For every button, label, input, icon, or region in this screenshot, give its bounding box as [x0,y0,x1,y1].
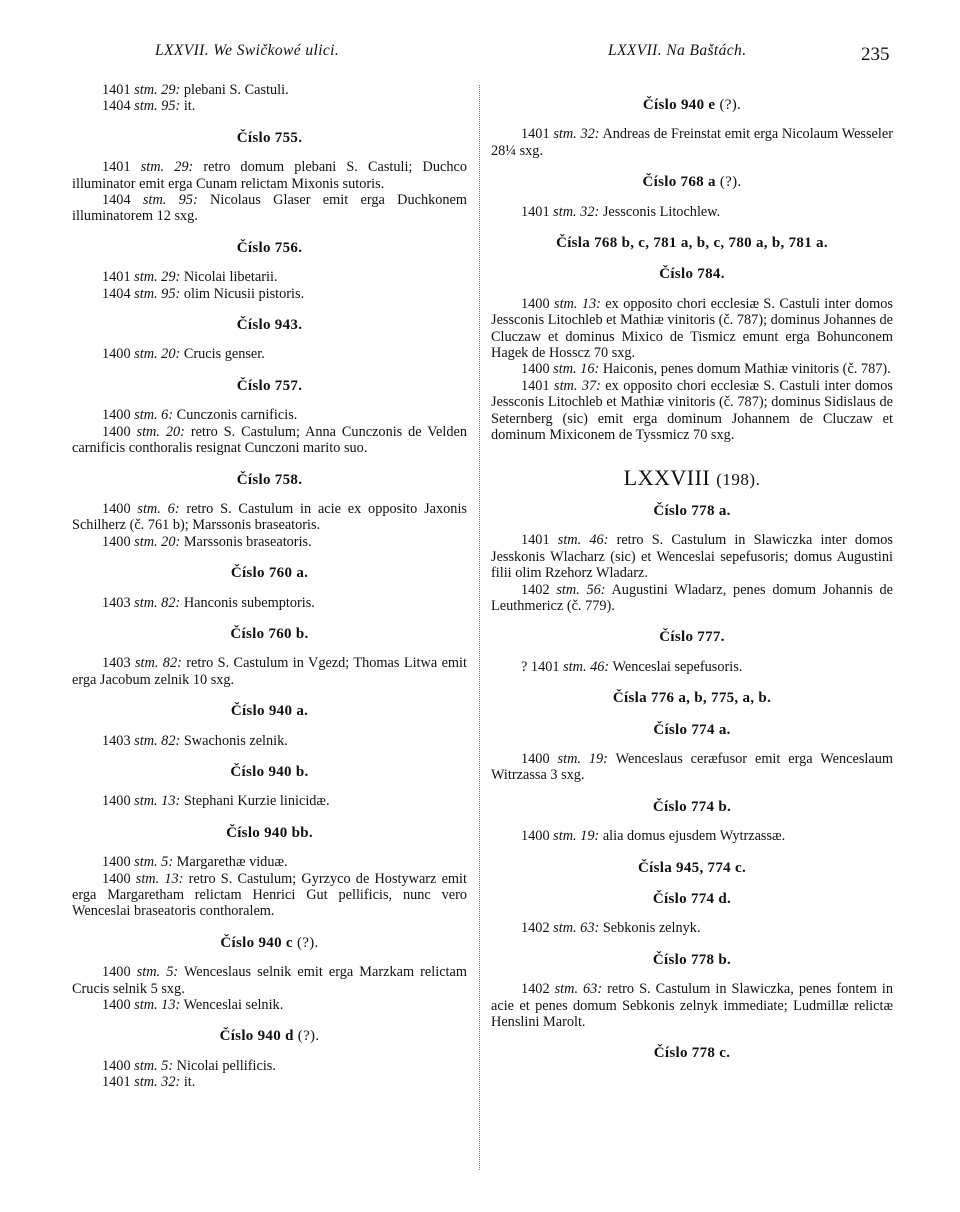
section-heading [491,891,893,907]
section-heading [491,690,893,706]
entry-text: Marssonis braseatoris. [183,533,312,550]
entry-stm-ref: stm. 13: [134,793,181,810]
entry-year: 1401 [521,126,550,143]
section-heading-text: Čísla 768 b, c, 781 a, b, c, 780 a, b, 781 a. [556,235,828,252]
entry-stm-ref: stm. 82: [134,655,182,672]
right-column [491,82,893,1075]
section-heading-text: Číslo 778 c. [653,1045,731,1062]
entry-year: 1400 [102,854,131,871]
entry-text: retro S. Castulum; Anna Cunczonis de Velden carnificis conthoralis resignat Cunczoni marito suo. [72,423,467,457]
section-heading-text: Číslo 757. [236,377,303,394]
section-heading [72,472,467,488]
section-heading-text: Číslo 940 e [642,97,716,113]
record-entry [491,828,893,844]
entry-stm-ref: stm. 37: [554,377,601,394]
entry-year: 1401 [102,269,131,286]
entry-stm-ref: stm. 19: [553,828,600,845]
section-heading-text: Číslo 940 bb. [226,824,313,841]
entry-year: 1400 [521,750,550,767]
entry-year: 1400 [521,361,550,378]
record-entry [491,981,893,1030]
section-heading [491,629,893,645]
entry-text: ex opposito chori ecclesiæ S. Castuli inter domos Jessconis Litochleb et Mathiæ vinitoris (č. 787); dominus Johannes de Cluczaw et dominus Mixico de Tismicz emunt erga Bohunconem Hagek de Hosscz 70 sxg. [491,295,893,362]
entry-text: it. [183,98,196,115]
section-heading-text: Číslo 940 a. [230,703,309,720]
entry-stm-ref: stm. 16: [553,361,600,378]
chapter-heading-number: (198). [716,469,761,489]
entry-stm-ref: stm. 13: [135,870,184,887]
left-column [72,82,467,1091]
entry-stm-ref: stm. 13: [554,295,601,312]
section-heading [72,317,467,333]
entry-text: Swachonis zelnik. [183,732,288,749]
record-entry [491,532,893,581]
section-heading [72,240,467,256]
entry-year: 1400 [102,1057,131,1074]
section-heading-text: Číslo 774 d. [652,891,732,907]
entry-stm-ref: stm. 46: [557,532,609,549]
section-heading [491,266,893,282]
entry-text: retro domum plebani S. Castuli; Duchco illuminator emit erga Cunam relictam Mixonis sutoris. [72,159,467,192]
entry-year: 1401 [521,532,550,549]
running-header-right: LXXVII. Na Baštách. [608,42,747,59]
chapter-heading-text: LXXVIII [623,464,711,490]
entry-text: Nicolai pellificis. [176,1057,276,1074]
entry-stm-ref: stm. 13: [134,997,181,1014]
section-heading [491,97,893,113]
record-entry [72,655,467,688]
entry-stm-ref: stm. 95: [142,192,198,209]
section-heading [491,799,893,815]
record-entry [72,964,467,997]
entry-year: 1404 [102,285,131,302]
entry-text: Wenceslaus selnik emit erga Marzkam relictam Crucis selnik 5 sxg. [72,964,467,997]
section-heading [72,825,467,841]
entry-text: retro S. Castulum in acie ex opposito Jaxonis Schilherz (č. 761 b); Marssonis braseatoris. [72,500,467,534]
entry-year: 1401 [102,1074,131,1091]
section-heading-text: Číslo 774 b. [652,798,732,815]
section-heading [72,703,467,719]
entry-stm-ref: stm. 20: [134,346,181,363]
section-heading-qualifier: (?). [719,174,742,191]
record-entry [72,1058,467,1074]
record-entry [72,286,467,302]
entry-year: 1403 [102,594,131,611]
entry-text: retro S. Castulum in Vgezd; Thomas Litwa emit erga Jacobum zelnik 10 sxg. [72,655,467,688]
section-heading [72,626,467,642]
entry-stm-ref: stm. 82: [134,594,181,611]
entry-year: 1402 [521,581,550,598]
entry-text: Nicolai libetarii. [183,269,278,286]
record-entry [491,751,893,784]
record-entry [72,501,467,534]
record-entry [72,82,467,98]
record-entry [491,582,893,615]
entry-text: Nicolaus Glaser emit erga Duchkonem illuminatorem 12 sxg. [72,192,467,225]
section-heading [72,565,467,581]
section-heading-text: Číslo 777. [659,629,725,646]
entry-text: Haiconis, penes domum Mathiæ vinitoris (č. 787). [602,361,891,378]
entry-text: retro S. Castulum in Slawiczka inter domos Jesskonis Wlacharz (sic) et Wenceslai sepefusoris; domus Augustini filii olim Rzehorz Wladarz. [491,532,893,582]
entry-year: 1400 [102,997,131,1014]
entry-year: 1401 [521,377,550,394]
section-heading [491,235,893,251]
entry-text: retro S. Castulum; Gyrzyco de Hostywarz emit erga Margaretham relictam Henrici Gut pellificis, nunc vero Wenceslai braseatoris conthoralem. [72,870,467,920]
entry-year: 1404 [102,98,131,115]
record-entry [72,346,467,362]
entry-stm-ref: stm. 19: [557,750,608,767]
entry-year: 1400 [102,870,131,887]
entry-year: 1400 [102,500,131,517]
record-entry [491,204,893,220]
section-heading [491,174,893,190]
entry-stm-ref: stm. 5: [136,964,179,981]
entry-text: Stephani Kurzie linicidæ. [183,793,330,810]
section-heading [72,935,467,951]
entry-year: 1400 [521,295,550,312]
record-entry [72,534,467,550]
entry-text: it. [183,1074,196,1091]
chapter-heading [491,464,893,490]
section-heading [72,1028,467,1044]
entry-text: plebani S. Castuli. [183,82,289,98]
section-heading [491,952,893,968]
section-heading-qualifier: (?). [296,934,319,951]
entry-stm-ref: stm. 46: [563,658,610,675]
entry-stm-ref: stm. 20: [134,533,181,550]
entry-text: Wenceslai selnik. [183,997,284,1014]
entry-text: retro S. Castulum in Slawiczka, penes fontem in acie et penes domum Sebkonis zelnyk immediate; Ludmillæ relictæ Henslini Marolt. [491,981,893,1031]
record-entry [72,997,467,1013]
entry-year: 1402 [521,920,550,937]
record-entry [72,854,467,870]
section-heading-qualifier: (?). [719,97,742,113]
record-entry [72,871,467,920]
entry-text: olim Nicusii pistoris. [183,285,305,302]
section-heading [72,130,467,146]
entry-text: alia domus ejusdem Wytrzassæ. [602,828,786,845]
entry-year: 1400 [102,793,131,810]
record-entry [72,793,467,809]
entry-text: Andreas de Freinstat emit erga Nicolaum Wesseler 28¼ sxg. [491,126,893,159]
section-heading-text: Číslo 760 a. [230,565,309,582]
section-heading [72,378,467,394]
entry-stm-ref: stm. 29: [134,82,181,98]
entry-year: 1400 [102,423,131,440]
record-entry [72,192,467,225]
entry-text: Wenceslaus ceræfusor emit erga Wenceslaum Witrzassa 3 sxg. [491,750,893,784]
entry-stm-ref: stm. 5: [134,854,174,871]
record-entry [491,296,893,362]
section-heading-qualifier: (?). [297,1028,320,1045]
entry-text: Augustini Wladarz, penes domum Johannis de Leuthmericz (č. 779). [491,581,893,614]
section-heading [491,1045,893,1061]
section-heading-text: Číslo 940 c [220,934,293,951]
entry-text: Jessconis Litochlew. [602,203,721,220]
entry-year: 1400 [102,407,131,424]
record-entry [491,361,893,377]
section-heading-text: Čísla 945, 774 c. [637,859,746,876]
entry-stm-ref: stm. 63: [553,920,600,937]
section-heading-text: Čísla 776 a, b, 775, a, b. [612,690,772,707]
entry-text: ex opposito chori ecclesiæ S. Castuli inter domos Jessconis Litochleb et Mathiæ vinitoris (č. 787); dominus Sidislaus de Seternberg (sic) emit erga dominum Johannem de Cluczaw et dominum Mixiconem de Tyssmicz 70 sxg. [491,377,893,444]
section-heading [72,764,467,780]
section-heading-text: Číslo 756. [236,239,303,256]
entry-stm-ref: stm. 29: [140,159,194,176]
entry-year: 1403 [102,655,131,672]
entry-text: Crucis genser. [183,346,265,363]
record-entry [491,126,893,159]
section-heading-text: Číslo 758. [236,471,303,488]
record-entry [491,378,893,444]
entry-text: Sebkonis zelnyk. [602,920,701,937]
entry-text: Margarethæ viduæ. [176,854,288,871]
entry-text: Wenceslai sepefusoris. [612,658,743,675]
record-entry [72,98,467,114]
entry-stm-ref: stm. 20: [136,423,185,440]
entry-year: 1403 [102,732,131,749]
entry-stm-ref: stm. 32: [553,203,600,220]
entry-stm-ref: stm. 6: [134,407,174,424]
section-heading-text: Číslo 943. [236,317,303,334]
record-entry [72,407,467,423]
record-entry [72,424,467,457]
section-heading-text: Číslo 755. [236,129,303,146]
entry-year: 1400 [102,533,131,550]
entry-year: 1400 [102,346,131,363]
section-heading-text: Číslo 778 a. [653,502,731,519]
page-number: 235 [861,44,890,65]
entry-stm-ref: stm. 6: [137,500,180,517]
section-heading-text: Číslo 940 d [219,1028,294,1045]
entry-year: ? 1401 [521,658,560,675]
section-heading-text: Číslo 784. [659,266,725,283]
entry-stm-ref: stm. 29: [134,269,181,286]
section-heading-text: Číslo 940 b. [230,763,309,780]
section-heading [491,860,893,876]
record-entry [72,733,467,749]
record-entry [72,269,467,285]
entry-year: 1401 [102,82,131,98]
entry-year: 1401 [102,159,131,176]
entry-stm-ref: stm. 82: [134,732,181,749]
column-divider [479,85,481,1170]
section-heading-text: Číslo 778 b. [652,951,732,968]
entry-text: Hanconis subemptoris. [183,594,315,611]
section-heading-text: Číslo 768 a [642,174,716,191]
entry-text: Cunczonis carnificis. [176,407,298,424]
entry-stm-ref: stm. 32: [553,126,600,143]
entry-stm-ref: stm. 5: [134,1057,174,1074]
running-header-left: LXXVII. We Swičkowé ulici. [155,42,340,59]
section-heading-text: Číslo 774 a. [653,721,731,738]
section-heading [491,722,893,738]
section-heading [491,503,893,519]
entry-year: 1400 [102,964,131,981]
record-entry [491,920,893,936]
entry-year: 1401 [521,203,550,220]
entry-stm-ref: stm. 32: [134,1074,181,1091]
entry-year: 1402 [521,981,550,998]
entry-stm-ref: stm. 56: [556,581,606,598]
record-entry [72,159,467,192]
entry-year: 1404 [102,192,131,209]
entry-year: 1400 [521,828,550,845]
record-entry [491,659,893,675]
entry-stm-ref: stm. 63: [554,981,603,998]
record-entry [72,1074,467,1090]
entry-stm-ref: stm. 95: [134,98,181,115]
entry-stm-ref: stm. 95: [134,285,181,302]
record-entry [72,595,467,611]
section-heading-text: Číslo 760 b. [230,625,309,642]
